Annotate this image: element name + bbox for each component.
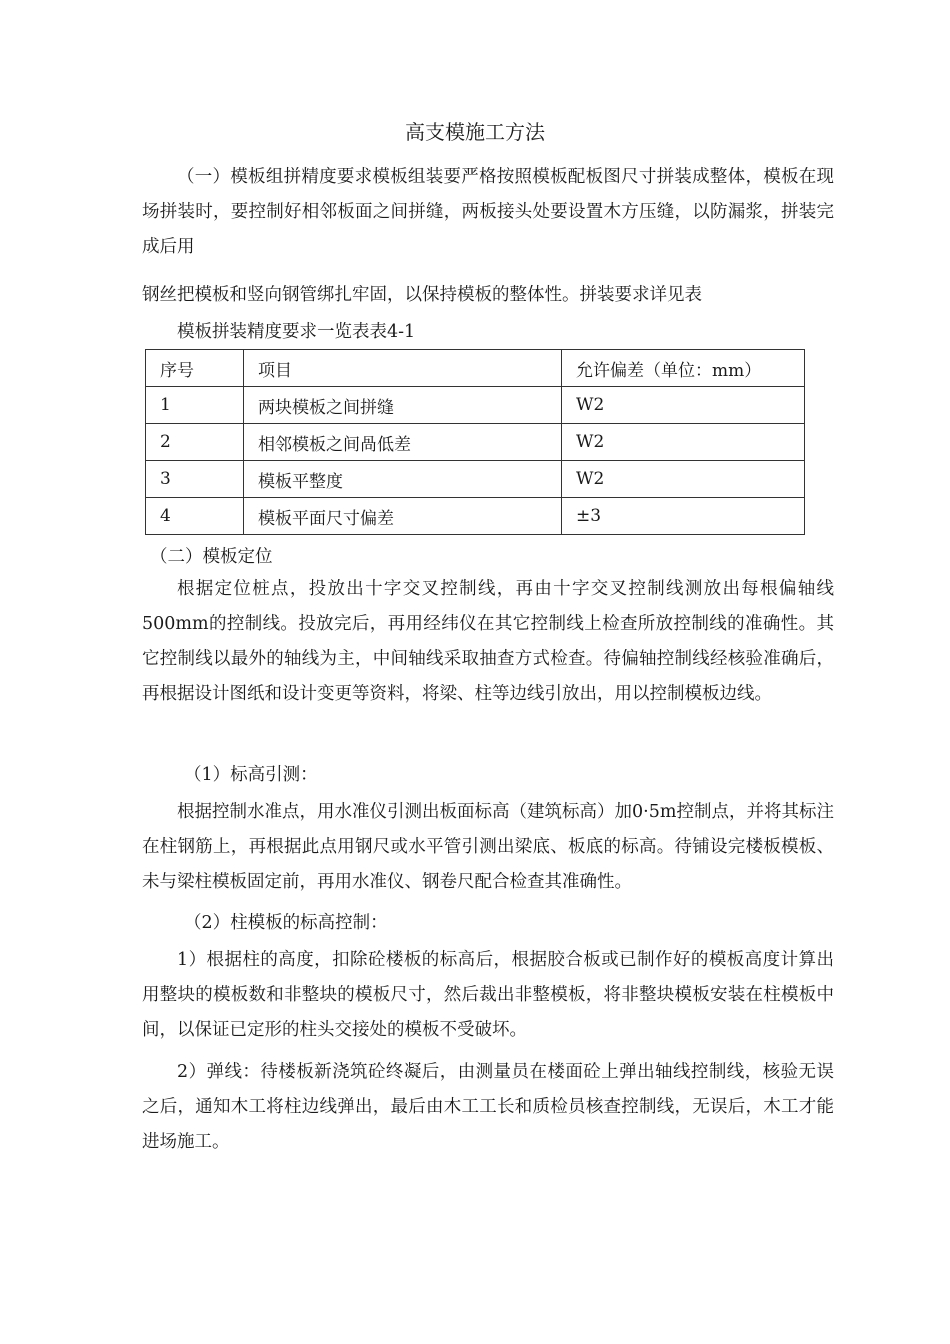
table-cell: 两块模板之间拼缝 (244, 387, 562, 424)
table-row (146, 387, 805, 424)
table-header-row (146, 350, 805, 387)
table-row (146, 424, 805, 461)
table-cell: W2 (562, 424, 805, 461)
paragraph-column-height: 1）根据柱的高度，扣除砼楼板的标高后，根据胶合板或已制作好的模板高度计算出用整块的模板数和非整块的模板尺寸，然后裁出非整模板，将非整块模板安装在柱模板中间，以保证已定形的柱头交接处的模板不受破坏。 (142, 950, 834, 1040)
table-cell: 模板平面尺寸偏差 (244, 498, 562, 535)
table-cell: 3 (146, 461, 244, 498)
table-row (146, 498, 805, 535)
paragraph-elevation-survey: 根据控制水准点，用水准仪引测出板面标高（建筑标高）加0·5m控制点，并将其标注在柱钢筋上，再根据此点用钢尺或水平管引测出梁底、板底的标高。待铺设完楼板模板、未与梁柱模板固定前，再用水准仪、钢卷尺配合检查其准确性。 (142, 802, 834, 892)
paragraph-snap-line: 2）弹线：待楼板新浇筑砼终凝后，由测量员在楼面砼上弹出轴线控制线，核验无误之后，通知木工将柱边线弹出，最后由木工工长和质检员核查控制线，无误后，木工才能进场施工。 (142, 1062, 834, 1152)
table-cell: W2 (562, 461, 805, 498)
paragraph-assembly-precision: （一）模板组拼精度要求模板组装要严格按照模板配板图尺寸拼装成整体，模板在现场拼装时，要控制好相邻板面之间拼缝，两板接头处要设置木方压缝，以防漏浆，拼装完成后用 (142, 167, 834, 257)
table-row (146, 461, 805, 498)
table-cell: 模板平整度 (244, 461, 562, 498)
table-cell: 1 (146, 387, 244, 424)
table-cell: W2 (562, 387, 805, 424)
subheading-elevation-survey: （1）标高引测： (184, 765, 318, 785)
paragraph-positioning: 根据定位桩点，投放出十字交叉控制线，再由十字交叉控制线测放出每根偏轴线500mm的控制线。投放完后，再用经纬仪在其它控制线上检查所放控制线的准确性。其它控制线以最外的轴线为主，中间轴线采取抽查方式检查。待偏轴控制线经核验准确后，再根据设计图纸和设计变更等资料，将梁、柱等边线引放出，用以控制模板边线。 (142, 579, 834, 704)
table-cell: ±3 (562, 498, 805, 535)
table-cell: 相邻模板之间咼低差 (244, 424, 562, 461)
page-title: 高支模施工方法 (405, 120, 545, 144)
table-cell: 2 (146, 424, 244, 461)
table-header-cell: 序号 (146, 350, 244, 387)
precision-table (145, 349, 805, 535)
table-cell: 4 (146, 498, 244, 535)
section-heading-positioning: （二）模板定位 (150, 547, 273, 567)
table-caption: 模板拼装精度要求一览表表4-1 (177, 322, 416, 342)
table-header-cell: 允许偏差（单位：mm） (562, 350, 805, 387)
paragraph-assembly-continued: 钢丝把模板和竖向钢管绑扎牢固，以保持模板的整体性。拼装要求详见表 (142, 285, 702, 305)
subheading-column-elevation: （2）柱模板的标高控制： (184, 913, 388, 933)
table-header-cell: 项目 (244, 350, 562, 387)
